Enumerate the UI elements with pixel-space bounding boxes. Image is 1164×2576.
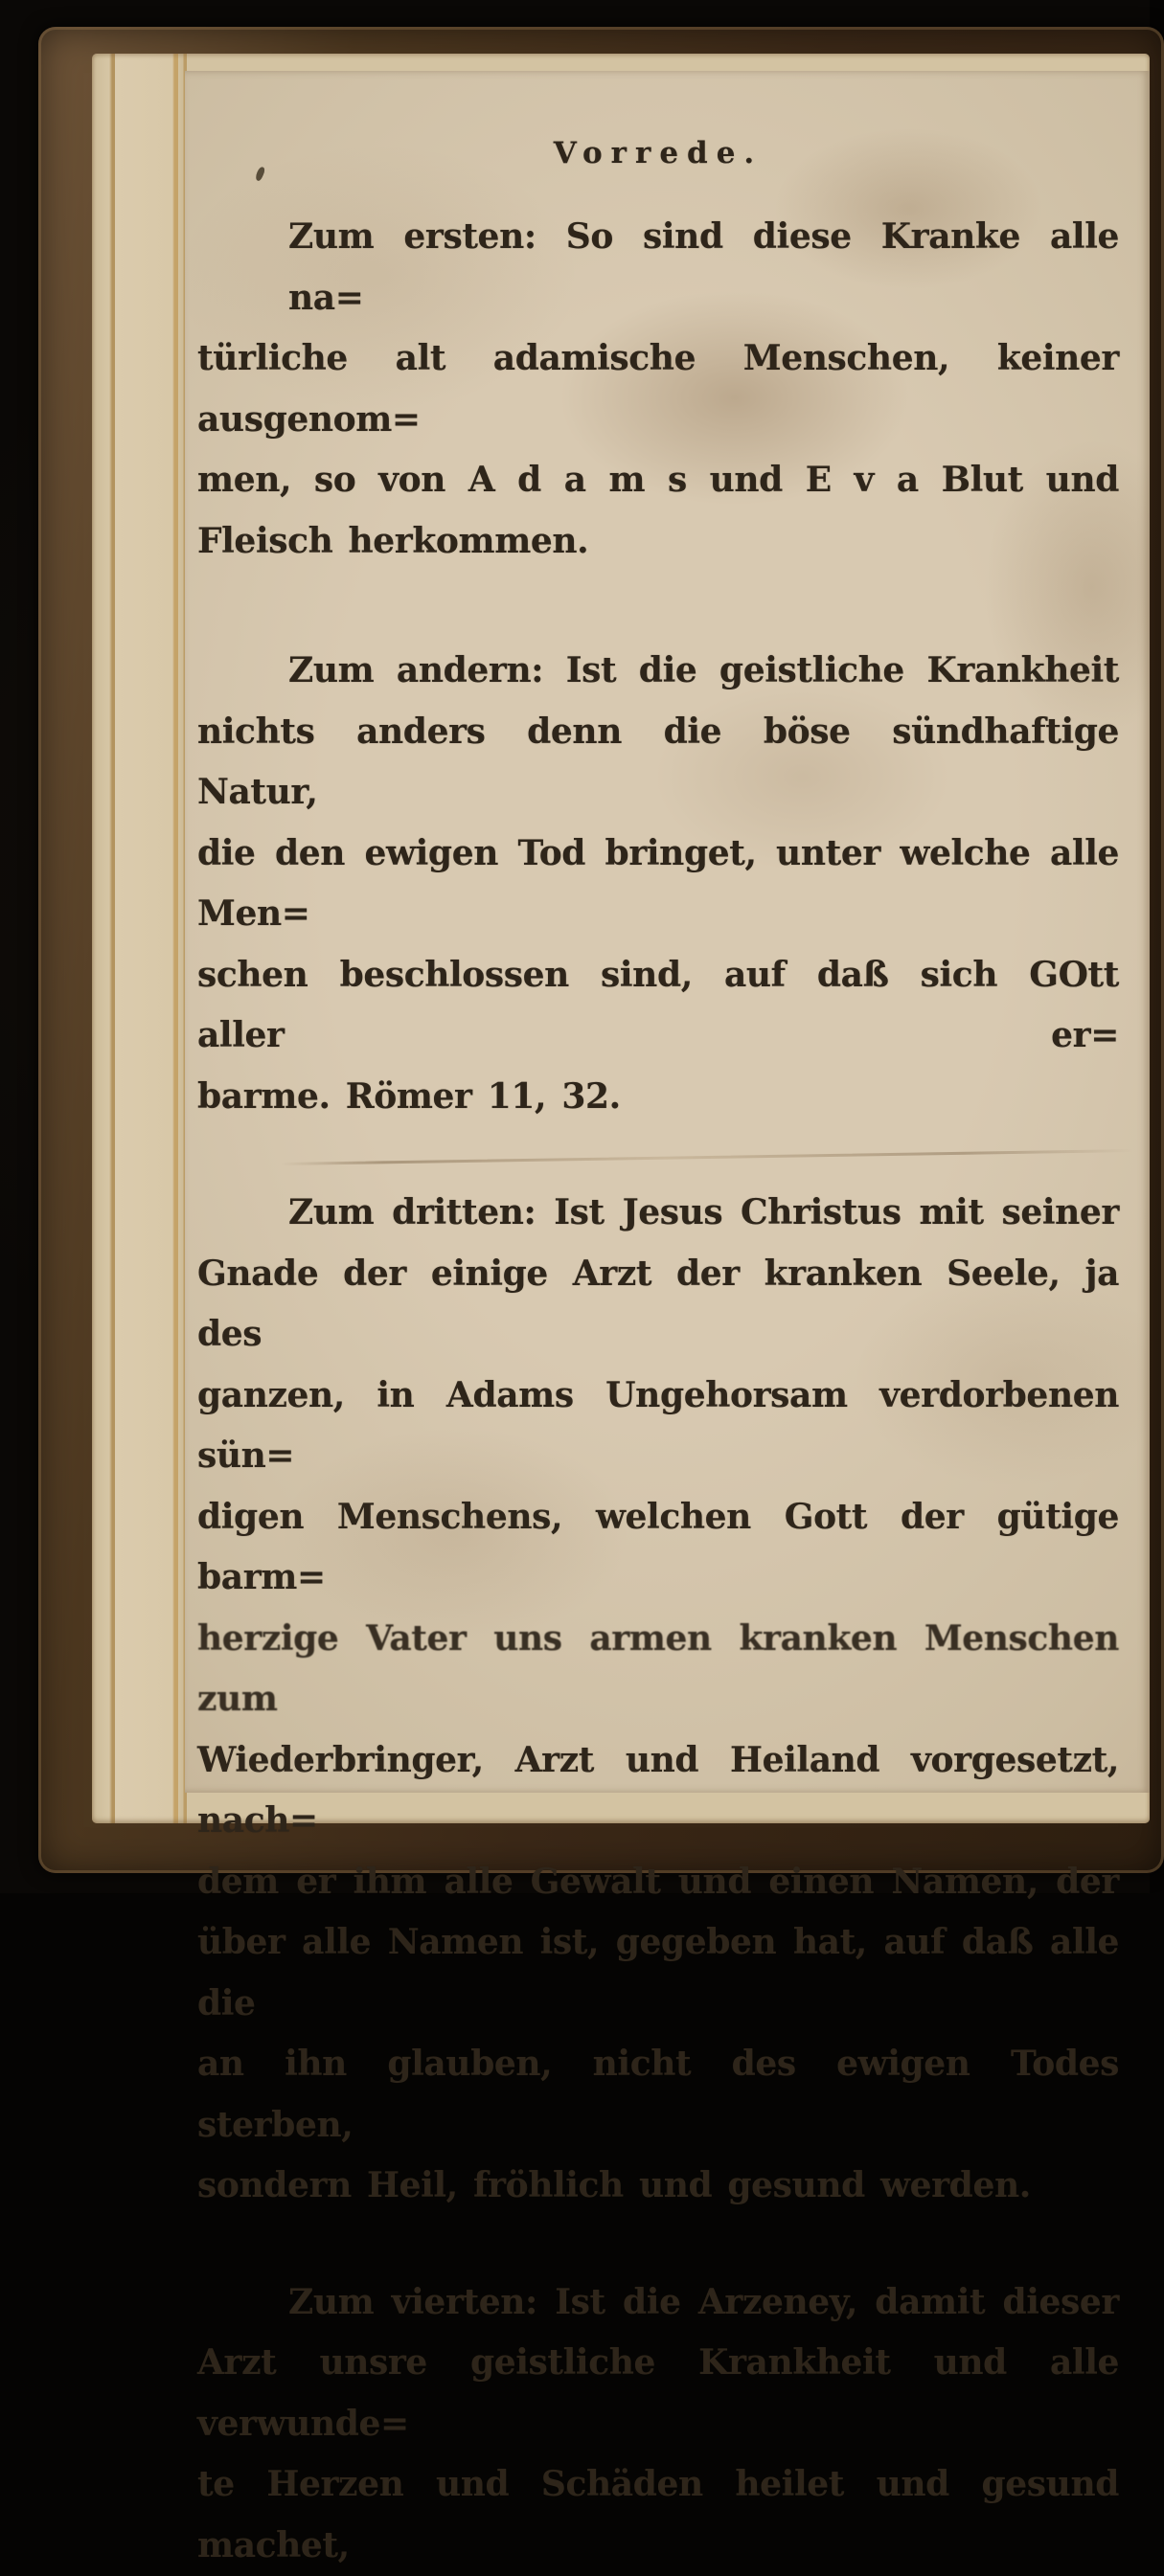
text-line: Arzt unsre geistliche Krankheit und alle verwunde= xyxy=(197,2333,1119,2454)
text-line: Zum ersten: So sind diese Kranke alle na= xyxy=(197,207,1119,328)
paragraph-zum-ersten xyxy=(197,207,1119,572)
text-line: über alle Namen ist, gegeben hat, auf daß alle die xyxy=(197,1912,1119,2034)
text-line: dem er ihm alle Gewalt und einen Namen, der xyxy=(197,1852,1119,1913)
text-line: digen Menschens, welchen Gott der gütige barm= xyxy=(197,1487,1119,1609)
text-line: te Herzen und Schäden heilet und gesund machet, xyxy=(197,2454,1119,2576)
text-line: Gnade der einige Arzt der kranken Seele, ja des xyxy=(197,1244,1119,1366)
text-line: Zum andern: Ist die geistliche Krankheit xyxy=(197,641,1119,702)
text-line-creased: herzige Vater uns armen kranken Menschen zum xyxy=(197,1609,1119,1730)
paragraph-zum-vierten xyxy=(197,2272,1119,2576)
text-line: barme. Römer 11, 32. xyxy=(197,1067,1119,1128)
paragraph-zum-dritten xyxy=(197,1183,1119,2217)
text-line: sondern Heil, fröhlich und gesund werden. xyxy=(197,2156,1119,2217)
text-line: die den ewigen Tod bringet, unter welche alle Men= xyxy=(197,824,1119,945)
text-line: an ihn glauben, nicht des ewigen Todes sterben, xyxy=(197,2034,1119,2156)
text-line: nichts anders denn die böse sündhaftige Natur, xyxy=(197,702,1119,824)
page-text-block xyxy=(197,134,1119,2576)
text-line: men, so von A d a m s und E v a Blut und xyxy=(197,450,1119,511)
text-line: ganzen, in Adams Ungehorsam verdorbenen sün= xyxy=(197,1366,1119,1487)
text-line: türliche alt adamische Menschen, keiner ausgenom= xyxy=(197,328,1119,450)
paragraph-zum-andern xyxy=(197,641,1119,1127)
book-page xyxy=(185,71,1150,1793)
text-line: Zum vierten: Ist die Arzeney, damit dieser xyxy=(197,2272,1119,2334)
page-title: Vorrede. xyxy=(197,134,1119,172)
text-line: Zum dritten: Ist Jesus Christus mit seiner xyxy=(197,1183,1119,1244)
text-line: Fleisch herkommen. xyxy=(197,511,1119,573)
text-line: Wiederbringer, Arzt und Heiland vorgesetzt, nach= xyxy=(197,1730,1119,1852)
text-line: schen beschlossen sind, auf daß sich GOtt aller er= xyxy=(197,945,1119,1067)
